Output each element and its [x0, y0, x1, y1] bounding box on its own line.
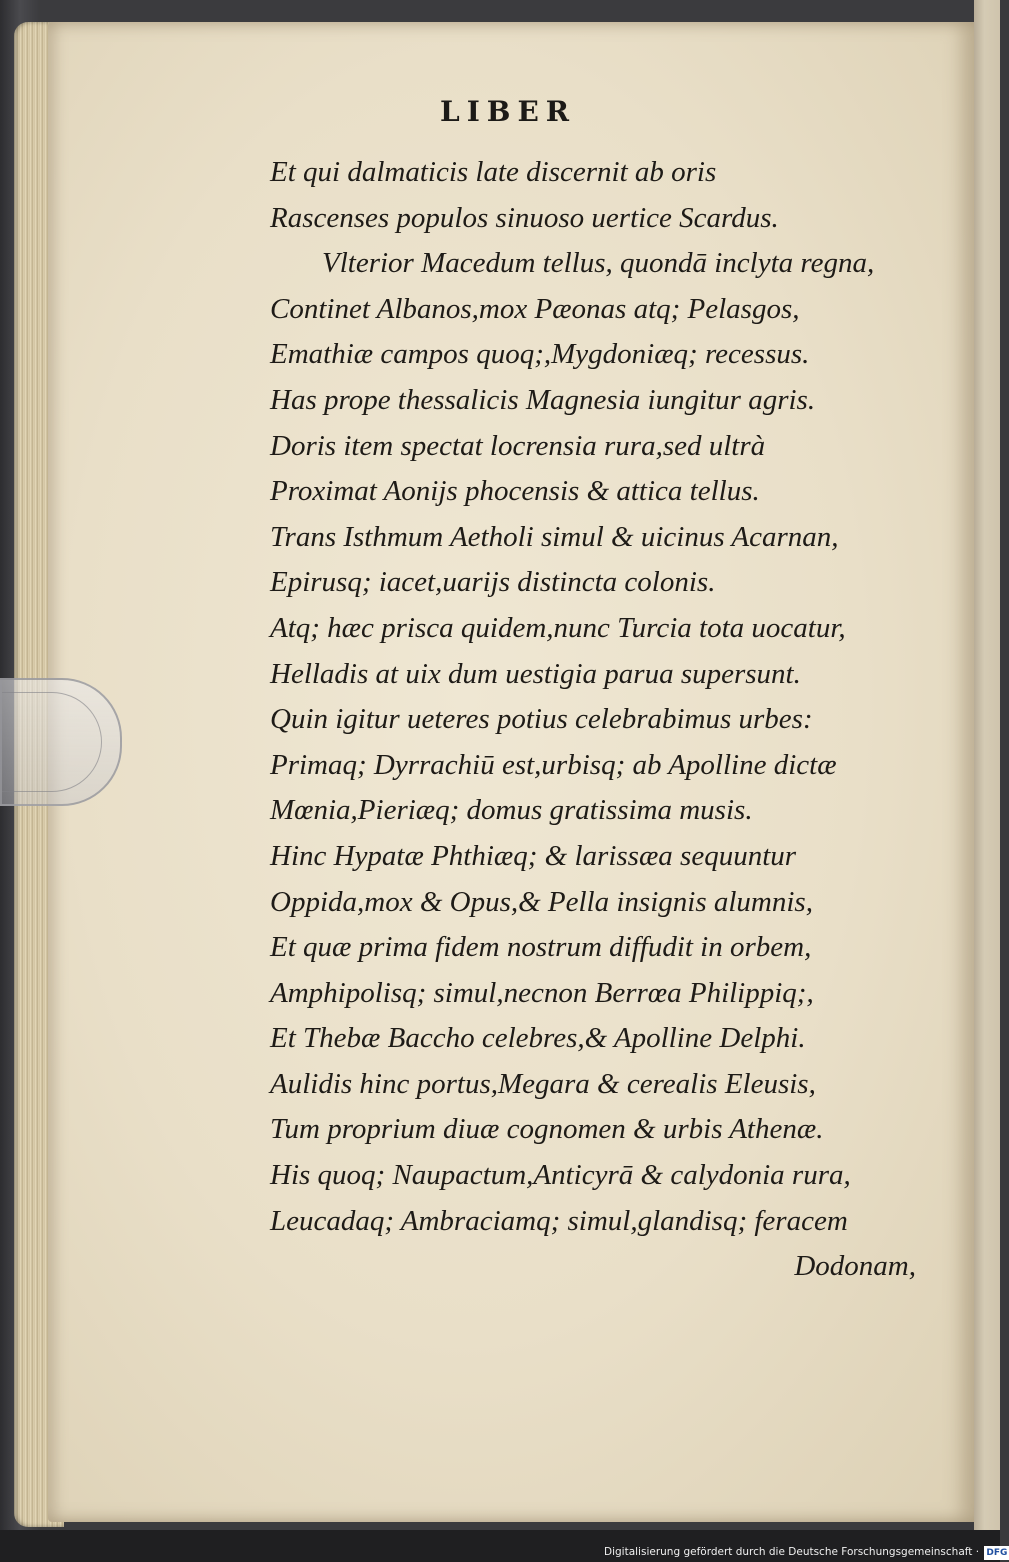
verse-line: Amphipolisq; simul,necnon Berrœa Philippiq;, [270, 976, 814, 1009]
page-clip [0, 678, 122, 806]
verse-line: Mœnia,Pieriæq; domus gratissima musis. [270, 794, 753, 827]
verse-line: Emathiæ campos quoq;,Mygdoniæq; recessus. [270, 338, 810, 371]
running-header: LIBER [440, 95, 577, 128]
verse-line: Continet Albanos,mox Pæonas atq; Pelasgos, [270, 292, 800, 325]
page-clip-inner [2, 692, 102, 792]
verse-line: Hinc Hypatæ Phthiæq; & larissæa sequuntur [270, 839, 797, 872]
verse-line: Vlterior Macedum tellus, quondā inclyta regna, [322, 247, 875, 280]
verse-line: Tum proprium diuæ cognomen & urbis Athenæ. [270, 1113, 824, 1146]
catchword: Dodonam, [794, 1250, 916, 1283]
verse-line: Doris item spectat locrensia rura,sed ultrà [270, 429, 766, 462]
verse-line: Quin igitur ueteres potius celebrabimus urbes: [270, 703, 813, 736]
verse-line: Has prope thessalicis Magnesia iungitur agris. [270, 383, 816, 416]
verse-line: Aulidis hinc portus,Megara & cerealis Eleusis, [270, 1067, 816, 1100]
verse-text [270, 150, 930, 1290]
credit-text: Digitalisierung gefördert durch die Deutsche Forschungsgemeinschaft · [604, 1546, 980, 1558]
verse-line: His quoq; Naupactum,Anticyrā & calydonia rura, [270, 1159, 851, 1192]
verse-line: Rascenses populos sinuoso uertice Scardus. [270, 201, 779, 234]
verse-line: Oppida,mox & Opus,& Pella insignis alumnis, [270, 885, 813, 918]
verse-line: Leucadaq; Ambraciamq; simul,glandisq; feracem [270, 1204, 848, 1237]
verse-line: Et qui dalmaticis late discernit ab oris [270, 156, 717, 188]
dfg-logo: DFG [986, 1548, 1008, 1558]
verse-line: Proximat Aonijs phocensis & attica tellus. [270, 475, 760, 508]
verse-line: Epirusq; iacet,uarijs distincta colonis. [270, 566, 716, 599]
verse-line: Et Thebæ Baccho celebres,& Apolline Delphi. [270, 1022, 806, 1055]
digitization-credit [604, 1545, 1008, 1559]
verse-line: Atq; hæc prisca quidem,nunc Turcia tota uocatur, [270, 611, 846, 644]
verse-line: Primaq; Dyrrachiū est,urbisq; ab Apolline dictæ [270, 748, 837, 781]
verse-line: Trans Isthmum Aetholi simul & uicinus Acarnan, [270, 520, 839, 553]
opposite-page-edge [974, 0, 1000, 1562]
verse-line: Helladis at uix dum uestigia parua supersunt. [270, 657, 801, 690]
verse-line: Et quæ prima fidem nostrum diffudit in orbem, [270, 931, 812, 964]
